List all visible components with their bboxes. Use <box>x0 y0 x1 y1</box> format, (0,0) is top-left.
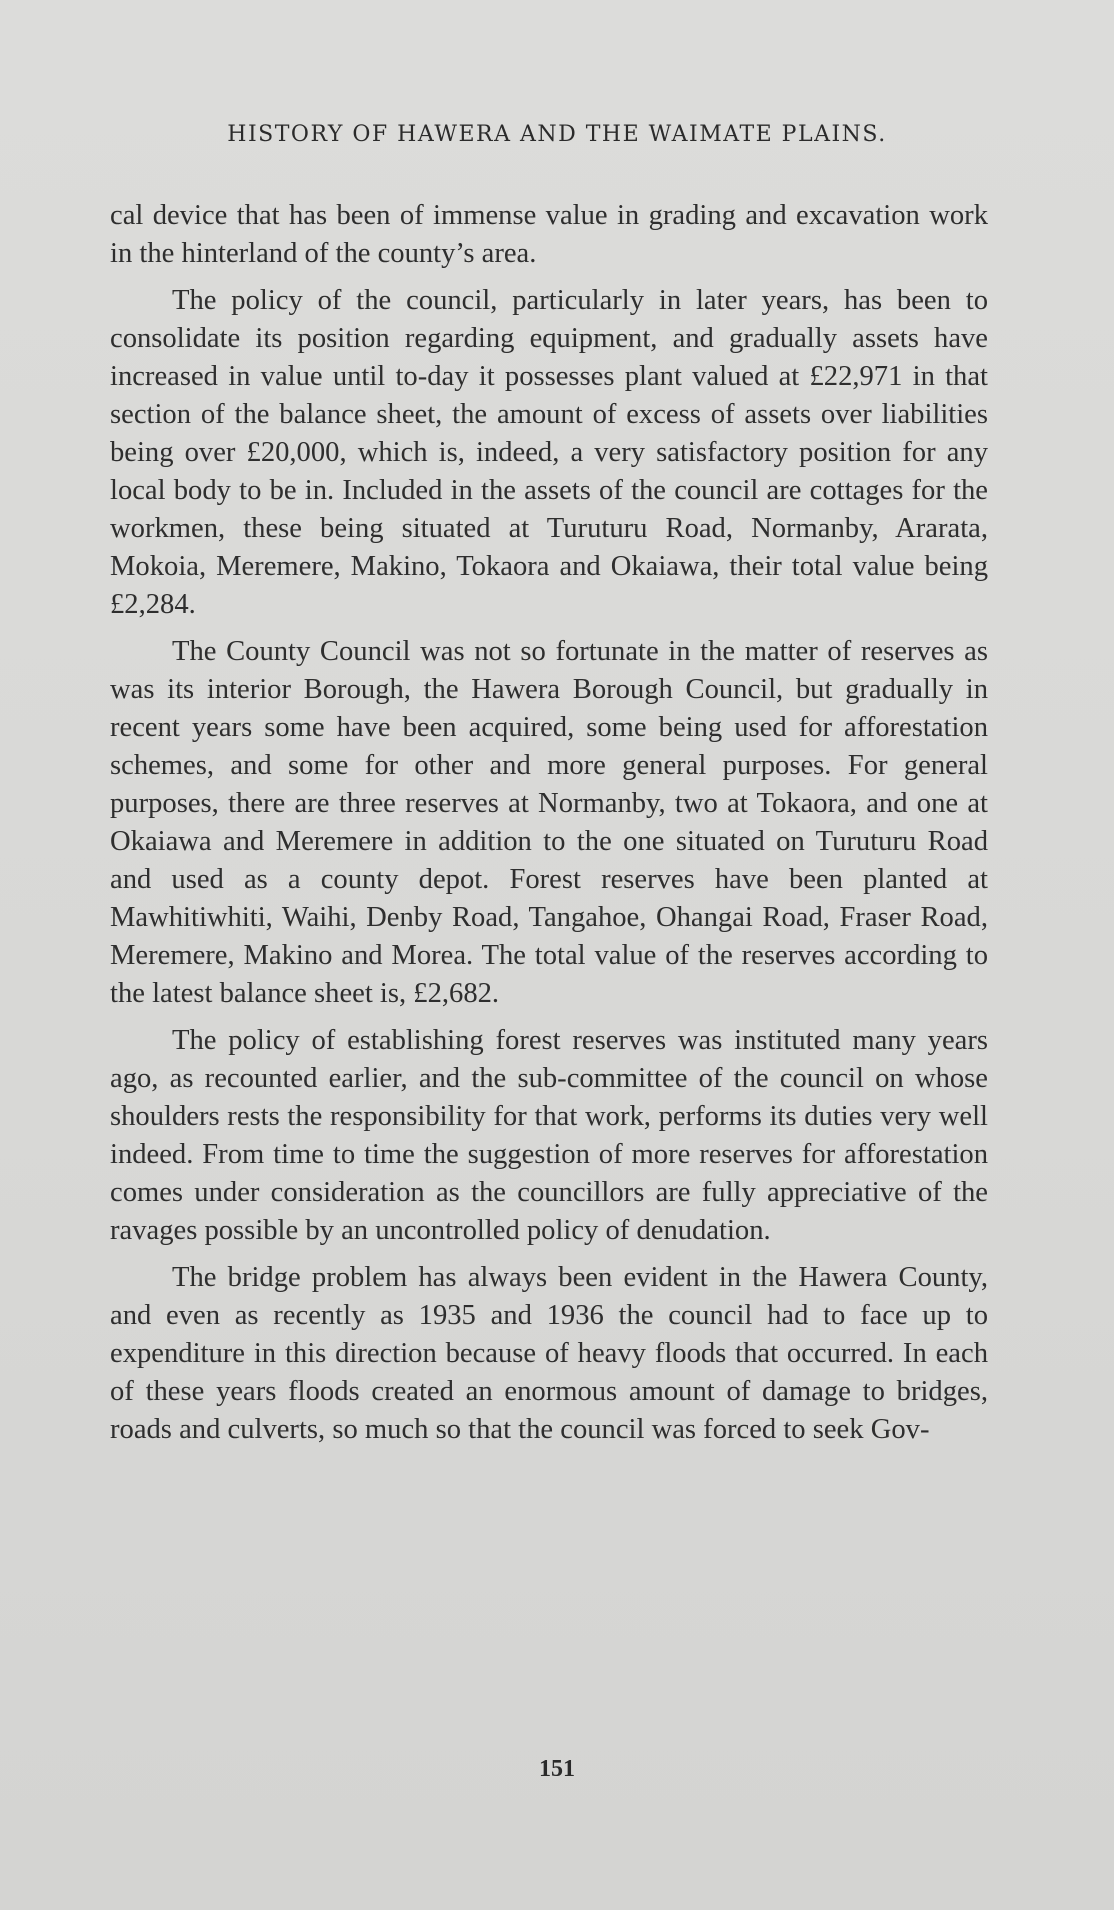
paragraph-reserves: The County Council was not so fortunate in the matter of reserves as was its interior Borough, the Hawera Borough Council, but gradually in recent years some have been acquired, some being used for afforestation schemes, and some for other and more general purposes. For general purposes, there are three reserves at Normanby, two at Tokaora, and one at Okaiawa and Meremere in addition to the one situated on Turuturu Road and used as a county depot. Forest reserves have been planted at Mawhitiwhiti, Waihi, Denby Road, Tangahoe, Ohangai Road, Fraser Road, Meremere, Makino and Morea. The total value of the reserves according to the latest balance sheet is, £2,682. <box>110 636 988 1009</box>
running-head: HISTORY OF HAWERA AND THE WAIMATE PLAINS. <box>227 122 887 147</box>
paragraph-forest-reserves: The policy of establishing forest reserves was instituted many years ago, as recounted earlier, and the sub-committee of the council on whose shoulders rests the responsibility for that work, performs its duties very well indeed. From time to time the suggestion of more reserves for afforestation comes under consideration as the councillors are fully appreciative of the ravages possible by an uncontrolled policy of denudation. <box>110 1025 988 1246</box>
paragraph-bridge-problem: The bridge problem has always been evident in the Hawera County, and even as recently as 1935 and 1936 the council had to face up to expenditure in this direction because of heavy floods that occurred. In each of these years floods created an enormous amount of damage to bridges, roads and culverts, so much so that the council was forced to seek Gov- <box>110 1262 988 1445</box>
page-number: 151 <box>539 1756 575 1782</box>
paragraph-equipment-policy: The policy of the council, particularly in later years, has been to consolidate its position regarding equipment, and gradually assets have increased in value until to-day it possesses plant valued at £22,971 in that section of the balance sheet, the amount of excess of assets over liabilities being over £20,000, which is, indeed, a very satisfactory position for any local body to be in. Included in the assets of the council are cottages for the workmen, these being situated at Turuturu Road, Normanby, Ararata, Mokoia, Meremere, Makino, Tokaora and Okaiawa, their total value being £2,284. <box>110 285 988 620</box>
paragraph-continuation: cal device that has been of immense value in grading and excavation work in the hinterland of the county’s area. <box>110 200 988 269</box>
body-text <box>110 197 988 1458</box>
